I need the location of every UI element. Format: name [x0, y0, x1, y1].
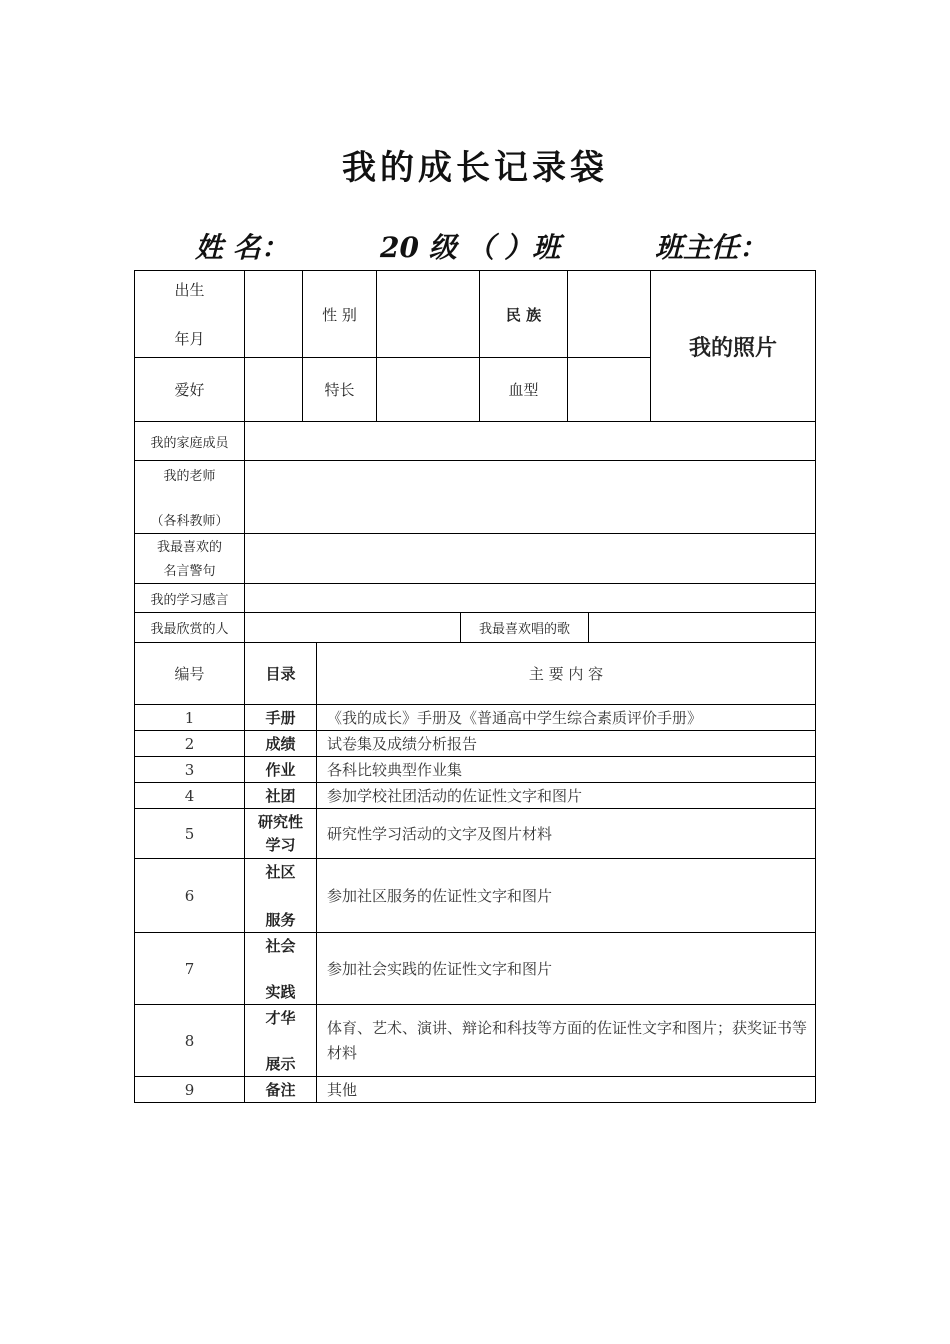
row-dir-line2: 服务 — [265, 911, 296, 929]
row-dir: 作业 — [245, 757, 317, 783]
profile-table — [134, 270, 816, 643]
header-num: 编号 — [135, 643, 245, 705]
row-dir: 备注 — [245, 1077, 317, 1102]
teachers-label — [135, 461, 245, 534]
row-dir: 成绩 — [245, 731, 317, 757]
motto-label-line2: 名言警句 — [163, 564, 216, 579]
row-dir-line1: 社会 — [265, 937, 296, 955]
row-dir-line2: 学习 — [265, 836, 296, 854]
row-dir — [245, 1005, 317, 1077]
row-text: 研究性学习活动的文字及图片材料 — [317, 809, 815, 859]
blood-value[interactable] — [568, 358, 651, 422]
admire-label: 我最欣赏的人 — [135, 613, 245, 642]
row-num: 2 — [135, 731, 245, 757]
row-num: 4 — [135, 783, 245, 809]
row-num: 5 — [135, 809, 245, 859]
header-dir: 目录 — [245, 643, 317, 705]
specialty-label: 特长 — [303, 358, 377, 422]
row-num: 1 — [135, 705, 245, 731]
contents-table — [134, 642, 816, 1103]
row-num: 9 — [135, 1077, 245, 1102]
birth-label — [135, 271, 245, 358]
specialty-value[interactable] — [377, 358, 480, 422]
row-dir — [245, 809, 317, 859]
admire-value[interactable] — [245, 613, 461, 642]
row-dir: 社团 — [245, 783, 317, 809]
hobby-label: 爱好 — [135, 358, 245, 422]
gender-value[interactable] — [377, 271, 480, 358]
row-num: 6 — [135, 859, 245, 933]
row-dir — [245, 859, 317, 933]
row-text: 各科比较典型作业集 — [317, 757, 815, 783]
song-label: 我最喜欢唱的歌 — [461, 613, 589, 642]
name-label: 姓 名： — [195, 231, 289, 264]
birth-label-line1: 出生 — [174, 281, 205, 299]
song-value[interactable] — [589, 613, 815, 642]
row-num: 8 — [135, 1005, 245, 1077]
teachers-label-line1: 我的老师 — [163, 469, 216, 484]
motto-value[interactable] — [245, 534, 815, 584]
row-dir-line2: 展示 — [265, 1055, 296, 1073]
birth-label-line2: 年月 — [174, 330, 205, 348]
row-dir-line1: 才华 — [265, 1009, 296, 1027]
ethnic-value[interactable] — [568, 271, 651, 358]
ethnic-label: 民 族 — [480, 271, 568, 358]
teachers-label-line2: （各科教师） — [150, 514, 229, 529]
photo-box[interactable]: 我的照片 — [651, 271, 815, 422]
row-text: 参加社会实践的佐证性文字和图片 — [317, 933, 815, 1005]
row-text: 《我的成长》手册及《普通高中学生综合素质评价手册》 — [317, 705, 815, 731]
study-label: 我的学习感言 — [135, 584, 245, 613]
header-main: 主 要 内 容 — [317, 643, 815, 705]
row-text: 参加社区服务的佐证性文字和图片 — [317, 859, 815, 933]
student-info-line — [0, 226, 950, 266]
birth-value[interactable] — [245, 271, 303, 358]
row-text: 试卷集及成绩分析报告 — [317, 731, 815, 757]
motto-label-line1: 我最喜欢的 — [156, 540, 222, 555]
row-num: 7 — [135, 933, 245, 1005]
row-dir: 手册 — [245, 705, 317, 731]
family-value[interactable] — [245, 422, 815, 461]
teachers-value[interactable] — [245, 461, 815, 534]
row-dir-line2: 实践 — [265, 983, 296, 1001]
row-dir — [245, 933, 317, 1005]
study-value[interactable] — [245, 584, 815, 613]
row-text: 参加学校社团活动的佐证性文字和图片 — [317, 783, 815, 809]
row-dir-line1: 研究性 — [257, 813, 303, 831]
row-text: 其他 — [327, 1081, 358, 1099]
row-text: 体育、艺术、演讲、辩论和科技等方面的佐证性文字和图片；获奖证书等材料 — [317, 1005, 815, 1077]
head-teacher-label: 班主任： — [655, 231, 768, 264]
blood-label: 血型 — [480, 358, 568, 422]
gender-label: 性 别 — [303, 271, 377, 358]
row-dir-line1: 社区 — [265, 863, 296, 881]
page-title: 我的成长记录袋 — [342, 148, 608, 188]
grade-class-label: 20 级 （ ）班 — [380, 231, 561, 264]
family-label: 我的家庭成员 — [135, 422, 245, 461]
hobby-value[interactable] — [245, 358, 303, 422]
row-num: 3 — [135, 757, 245, 783]
motto-label — [135, 534, 245, 584]
